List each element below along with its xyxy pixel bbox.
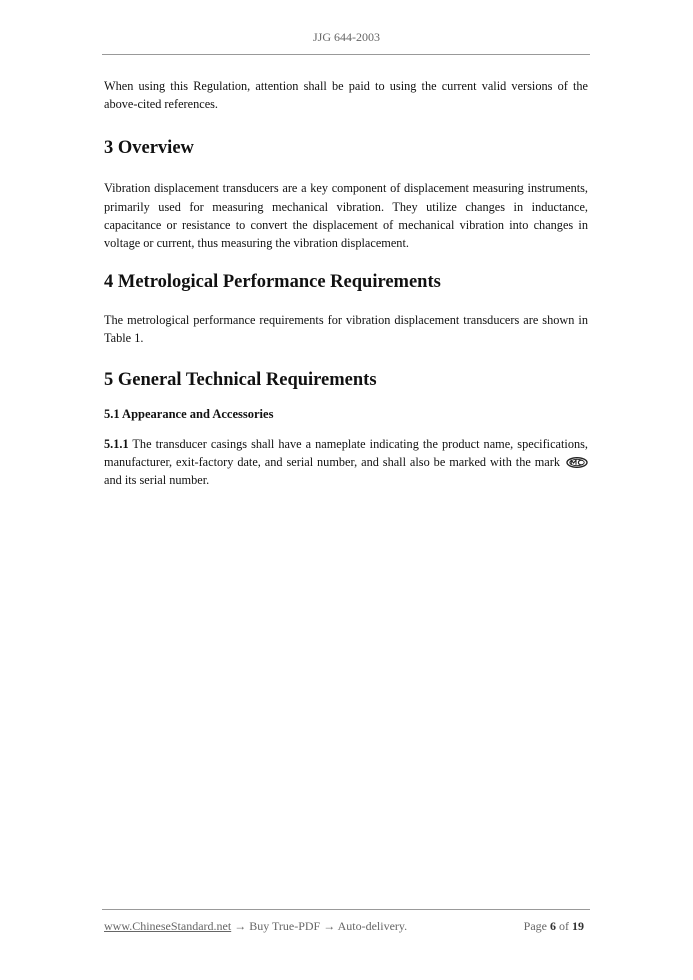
- section-heading-metrological: 4 Metrological Performance Requirements: [104, 272, 441, 293]
- clause-paragraph: [104, 435, 588, 490]
- site-link[interactable]: www.ChineseStandard.net: [104, 919, 232, 933]
- page-prefix: Page: [523, 919, 550, 933]
- section-heading-overview: 3 Overview: [104, 138, 194, 159]
- footer-promo: [104, 919, 407, 934]
- document-body: [104, 77, 588, 489]
- header-divider: [102, 54, 590, 55]
- clause-text-continued: and its serial number.: [104, 473, 210, 488]
- page-indicator: [524, 919, 584, 934]
- delivery-text: Auto-delivery.: [335, 919, 408, 933]
- buy-text: Buy True-PDF: [246, 919, 324, 933]
- intro-paragraph: When using this Regulation, attention shall be paid to using the current valid versions of the above-cited references.: [104, 79, 588, 112]
- cmc-mark-icon: [566, 455, 588, 466]
- subsection-heading-appearance: 5.1 Appearance and Accessories: [104, 406, 274, 421]
- page-current: 6: [550, 919, 556, 933]
- arrow-icon: →: [323, 919, 336, 933]
- metrological-paragraph: The metrological performance requirements for vibration displacement transducers are shown in Table 1.: [104, 313, 588, 346]
- page-total: 19: [572, 919, 584, 933]
- page-of: of: [556, 919, 572, 933]
- clause-text: The transducer casings shall have a nameplate indicating the product name, specifications, manufacturer, exit-factory date, and serial number, and shall also be marked with the mark: [104, 436, 588, 469]
- arrow-icon: →: [234, 919, 247, 933]
- document-code: JJG 644-2003: [312, 30, 380, 44]
- page-header: [0, 30, 693, 45]
- overview-paragraph: Vibration displacement transducers are a key component of displacement measuring instruments, primarily used for measuring mechanical vibration. They utilize changes in inductance, capacitance or resistance to convert the displacement of mechanical vibration into changes in voltage or current, thus measuring the vibration displacement.: [104, 181, 588, 251]
- section-heading-general: 5 General Technical Requirements: [104, 369, 377, 390]
- footer-divider: [102, 909, 590, 910]
- clause-number: 5.1.1: [104, 436, 129, 451]
